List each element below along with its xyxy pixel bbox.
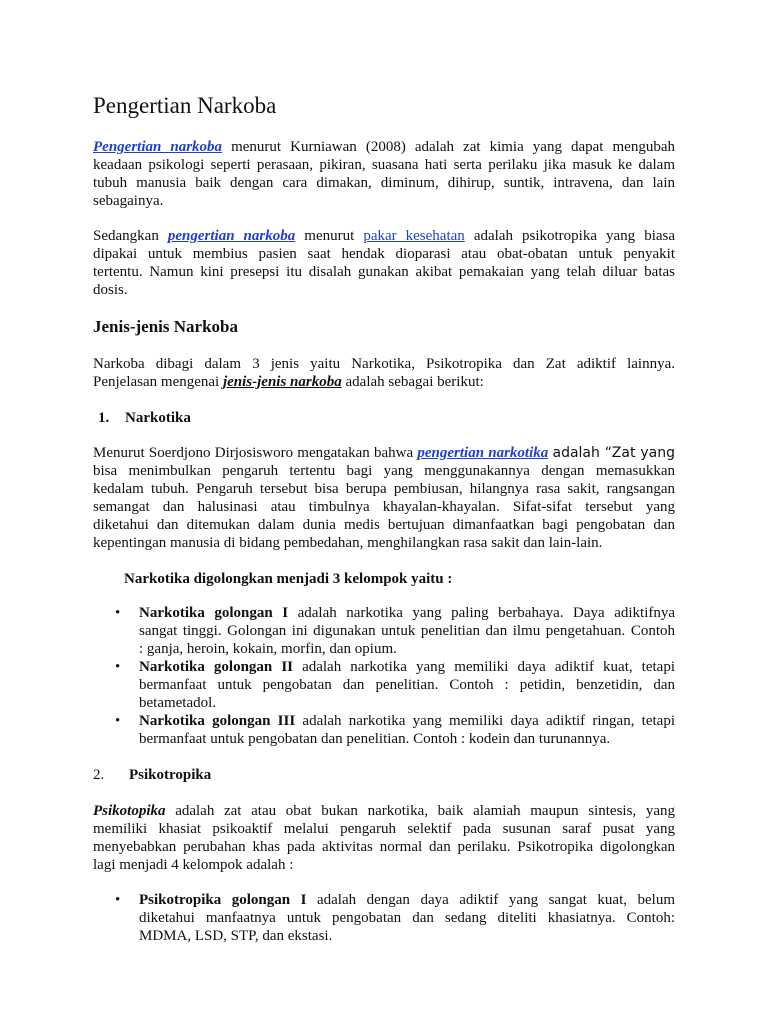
- list-item: • Psikotropika golongan I adalah dengan daya adiktif yang sangat kuat, belum diketahui manfaatnya untuk pengobatan dan sedang diteliti khasiatnya. Contoh: MDMA, LSD, STP, dan ekstasi.: [115, 892, 675, 944]
- bullet-icon: •: [115, 605, 121, 621]
- psikotropika-group-list: [0, 891, 768, 945]
- paragraph-definition: Pengertian narkoba menurut Kurniawan (2008) adalah zat kimia yang dapat mengubah keadaan psikologi seperti perasaan, pikiran, suasana hati serta perilaku jika masuk ke dalam tubuh manusia baik dengan cara dimakan, diminum, dihirup, suntik, intravena, dan lain sebagainya.: [93, 139, 676, 209]
- section-heading-narkotika: 1. Narkotika: [98, 410, 191, 426]
- section-title-jenis: Jenis-jenis Narkoba: [93, 317, 238, 336]
- narkotika-group-list: [0, 604, 768, 748]
- keyword-jenis-jenis-narkoba: jenis-jenis narkoba: [222, 374, 342, 390]
- list-item: • Narkotika golongan III adalah narkotika yang memiliki daya adiktif ringan, tetapi bermanfaat untuk pengobatan dan penelitian. Contoh : kodein dan turunannya.: [115, 713, 676, 747]
- link-pakar-kesehatan[interactable]: pakar kesehatan: [363, 228, 465, 244]
- link-pengertian-narkotika[interactable]: pengertian narkotika: [417, 445, 549, 461]
- bullet-icon: •: [115, 659, 121, 675]
- paragraph-narkotika-definition: Menurut Soerdjono Dirjosisworo mengatakan bahwa pengertian narkotika adalah “Zat yang bisa menimbulkan pengaruh tertentu bagi yang menggunakannya dengan memasukkan kedalam tubuh. Pengaruh tersebut bisa berupa pembiusan, hilangnya rasa sakit, rangsangan semangat dan halusinasi atau timbulnya khayalan-khayalan. Sifat-sifat tersebut yang diketahui dan ditemukan dalam dunia medis bertujuan dimanfaatkan bagi pengobatan dan kepentingan manusia di bidang pembedahan, menghilangkan rasa sakit dan lain-lain.: [93, 445, 675, 551]
- section-heading-psikotropika: 2. Psikotropika: [93, 767, 212, 783]
- bullet-icon: •: [115, 713, 121, 729]
- link-pengertian-narkoba-2[interactable]: pengertian narkoba: [167, 228, 296, 244]
- paragraph-health-expert: Sedangkan pengertian narkoba menurut pakar kesehatan adalah psikotropika yang biasa dipakai untuk membius pasien saat hendak dioparasi atau obat-obatan untuk penyakit tertentu. Namun kini presepsi itu disalah gunakan akibat pemakaian yang telah diluar batas dosis.: [93, 228, 676, 298]
- paragraph-psikotropika-definition: Psikotopika adalah zat atau obat bukan narkotika, baik alamiah maupun sintesis, yang memiliki khasiat psikoaktif melalui pengaruh selektif pada susunan saraf pusat yang menyebabkan perubahan khas pada aktivitas normal dan perilaku. Psikotropika digolongkan lagi menjadi 4 kelompok adalah :: [93, 803, 675, 873]
- link-pengertian-narkoba[interactable]: Pengertian narkoba: [93, 139, 223, 155]
- narkotika-groups-heading: Narkotika digolongkan menjadi 3 kelompok yaitu :: [124, 571, 453, 587]
- list-item: • Narkotika golongan I adalah narkotika yang paling berbahaya. Daya adiktifnya sangat tinggi. Golongan ini digunakan untuk penelitian dan ilmu pengetahuan. Contoh : ganja, heroin, kokain, morfin, dan opium.: [115, 605, 676, 657]
- paragraph-jenis-intro: Narkoba dibagi dalam 3 jenis yaitu Narkotika, Psikotropika dan Zat adiktif lainnya. Penjelasan mengenai jenis-jenis narkoba adalah sebagai berikut:: [93, 356, 675, 390]
- page-title: Pengertian Narkoba: [93, 93, 277, 118]
- list-item: • Narkotika golongan II adalah narkotika yang memiliki daya adiktif kuat, tetapi bermanfaat untuk pengobatan dan penelitian. Contoh : petidin, benzetidin, dan betametadol.: [115, 659, 675, 711]
- bullet-icon: •: [115, 892, 121, 908]
- keyword-psikotopika: Psikotopika: [93, 803, 166, 819]
